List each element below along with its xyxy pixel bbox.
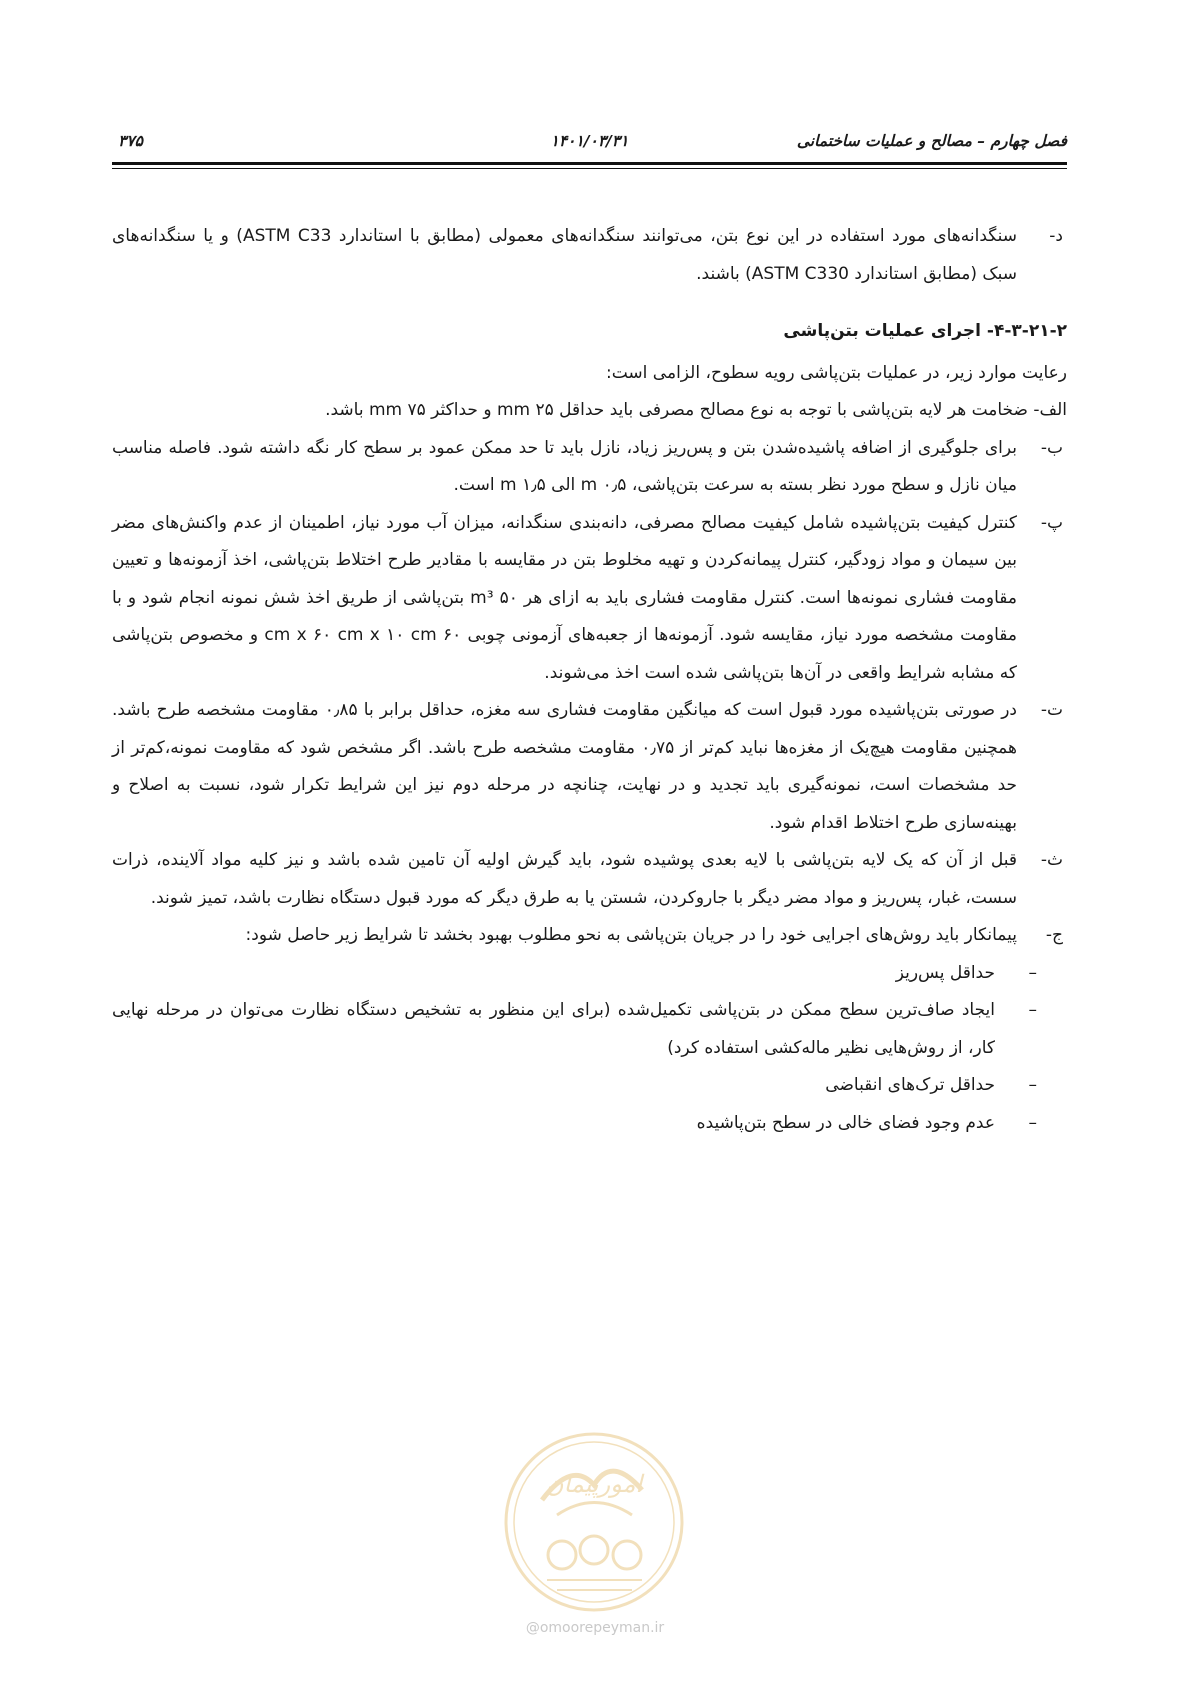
list-item-jim — [112, 917, 1067, 955]
watermark-url: @omoorepeyman.ir — [525, 1620, 665, 1636]
header-date: ۱۴۰۱/۰۳/۳۱ — [550, 132, 629, 150]
list-item-alef: الف- ضخامت هر لایه بتن‌پاشی با توجه به نوع مصالح مصرفی باید حداقل ۲۵ mm و حداکثر ۷۵ mm باشد. — [325, 400, 1067, 420]
list-item-pe — [112, 505, 1067, 693]
list-item-be — [112, 430, 1067, 505]
dash-item-text: ایجاد صاف‌ترین سطح ممکن در بتن‌پاشی تکمیل‌شده (برای این منظور به تشخیص دستگاه نظارت می‌توان در مرحله نهایی کار، از روش‌هایی نظیر ماله‌کشی استفاده کرد) — [112, 1000, 995, 1058]
list-item-text: قبل از آن که یک لایه بتن‌پاشی با لایه بعدی پوشیده شود، باید گیرش اولیه آن تامین شده باشد و نیز کلیه مواد آلاینده، ذرات سست، غبار، پس‌ریز و مواد مضر دیگر با جاروکردن، شستن یا به طرق دیگر که مورد قبول دستگاه نظارت باشد، تمیز شوند. — [112, 850, 1017, 908]
watermark-logo-icon — [502, 1430, 687, 1615]
list-marker: د- — [1049, 226, 1063, 246]
dash-item — [112, 992, 1067, 1067]
list-item-text: پیمانکار باید روش‌های اجرایی خود را در جریان بتن‌پاشی به نحو مطلوب بهبود بخشد تا شرایط زیر حاصل شود: — [245, 925, 1017, 945]
list-marker: ج- — [1045, 925, 1063, 945]
dash-item — [112, 955, 1067, 993]
dash-marker: – — [1028, 1112, 1037, 1133]
header-rule-thin — [112, 168, 1067, 169]
list-marker: ت- — [1040, 700, 1063, 720]
dash-item-text: عدم وجود فضای خالی در سطح بتن‌پاشیده — [696, 1112, 995, 1133]
chapter-title: فصل چهارم – مصالح و عملیات ساختمانی — [796, 132, 1067, 150]
header-rule-thick — [112, 162, 1067, 165]
page-body — [112, 218, 1067, 1142]
dash-item — [112, 1067, 1067, 1105]
list-item-text: کنترل کیفیت بتن‌پاشیده شامل کیفیت مصالح مصرفی، دانه‌بندی سنگدانه، میزان آب مورد نیاز، اطمینان از عدم واکنش‌های مضر بین سیمان و مواد زودگیر، کنترل پیمانه‌کردن و تهیه مخلوط بتن در مقایسه با مقادیر طرح اختلاط بتن‌پاشی، اخذ آزمونه‌ها و تعیین مقاومت فشاری نمونه‌ها است. کنترل مقاومت فشاری باید به ازای هر ۵۰ m³ بتن‌پاشی از طریق اخذ شش نمونه انجام شود و با مقاومت مشخصه مورد نیاز، مقایسه شود. آزمونه‌ها از جعبه‌های آزمونی چوبی ۶۰ cm x ۶۰ cm x ۱۰ cm و مخصوص بتن‌پاشی که مشابه شرایط واقعی در آن‌ها بتن‌پاشی شده است اخذ می‌شوند. — [112, 512, 1018, 683]
page-number: ۳۷۵ — [118, 132, 143, 150]
list-item-text: در صورتی بتن‌پاشیده مورد قبول است که میانگین مقاومت فشاری سه مغزه، حداقل برابر با ۰٫۸۵ مقاومت مشخصه طرح باشد. همچنین مقاومت هیچ‌یک از مغزه‌ها نباید کم‌تر از ۰٫۷۵ مقاومت مشخصه طرح باشد. اگر مشخص شود که مقاومت نمونه،کم‌تر از حد مشخصات است، نمونه‌گیری باید تجدید و در نهایت، چنانچه در مرحله دوم نیز این شرایط تکرار شود، نسبت به اصلاح و بهینه‌سازی طرح اختلاط اقدام شود. — [112, 700, 1017, 833]
list-marker: ب- — [1040, 437, 1063, 458]
list-item-dal — [112, 218, 1067, 293]
list-item-se — [112, 842, 1067, 917]
list-item-te — [112, 692, 1067, 842]
list-item-text: برای جلوگیری از اضافه پاشیده‌شدن بتن و پس‌ریز زیاد، نازل باید تا حد ممکن عمود بر سطح کار نگه داشته شود. فاصله مناسب میان نازل و سطح مورد نظر بسته به سرعت بتن‌پاشی، ۰٫۵ m الی ۱٫۵ m است. — [112, 437, 1017, 495]
list-marker: پ- — [1040, 512, 1063, 533]
section-heading: ۴-۳-۲۱-۲- اجرای عملیات بتن‌پاشی — [783, 321, 1067, 341]
list-item-text: سنگدانه‌های مورد استفاده در این نوع بتن، می‌توانند سنگدانه‌های معمولی (مطابق با استاندارد ASTM C33) و یا سنگدانه‌های سبک (مطابق استاندارد ASTM C330) باشند. — [112, 226, 1018, 284]
list-marker: ث- — [1040, 850, 1063, 870]
watermark-logo-text: امورپیمان — [545, 1470, 643, 1498]
page-header — [112, 128, 1067, 158]
dash-item-text: حداقل پس‌ریز — [895, 962, 995, 983]
dash-item-text: حداقل ترک‌های انقباضی — [825, 1075, 995, 1095]
dash-item — [112, 1105, 1067, 1143]
dash-marker: – — [1028, 962, 1037, 983]
intro-paragraph: رعایت موارد زیر، در عملیات بتن‌پاشی رویه سطوح، الزامی است: — [606, 362, 1067, 383]
dash-marker: – — [1028, 1000, 1037, 1020]
dash-marker: – — [1028, 1075, 1037, 1095]
